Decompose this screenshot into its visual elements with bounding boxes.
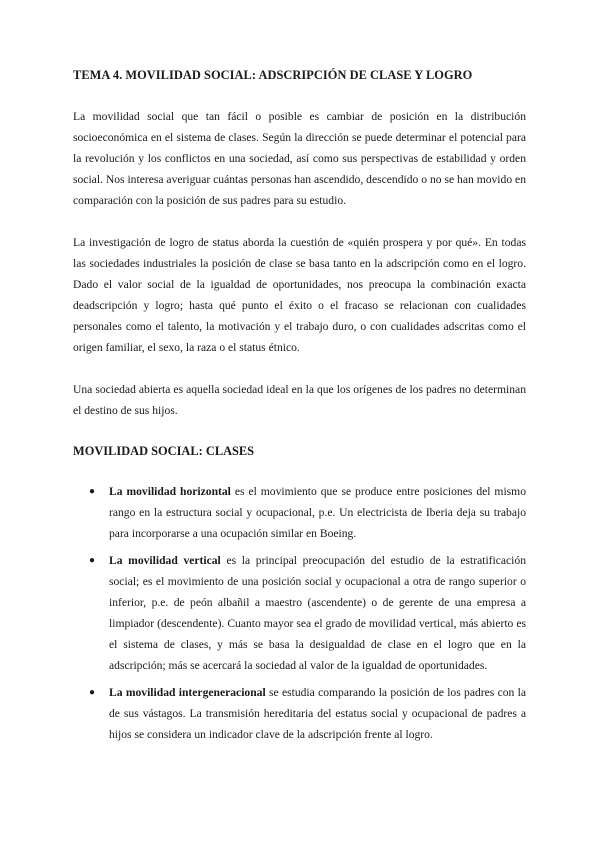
- bullet-icon: ●: [89, 486, 96, 497]
- bullet-icon: ●: [89, 555, 96, 566]
- list-item-term: La movilidad intergeneracional: [109, 686, 266, 699]
- list-item-text: se estudia comparando la posición de los padres con la de sus vástagos. La transmisión hereditaria del estatus social y ocupacional de padres a hijos se considera un indicador clave de la adscripción frente al logro.: [109, 686, 526, 741]
- section-title: MOVILIDAD SOCIAL: CLASES: [73, 444, 255, 458]
- list-item-text: es la principal preocupación del estudio de la estratificación social; es el movimiento de una posición social y ocupacional a otra de rango superior o inferior, p.e. de peón albañil a maestro (ascendente) o de gerente de una empresa a limpiador (descendente). Cuanto mayor sea el grado de movilidad vertical, más abierto es el sistema de clases, y más se basa la desigualdad de clase en el logro que en la adscripción; más se acercará la sociedad al valor de la igualdad de oportunidades.: [109, 554, 527, 672]
- list-item-intergeneracional: [73, 682, 526, 745]
- paragraph-sociedad-abierta: Una sociedad abierta es aquella sociedad ideal en la que los orígenes de los padres no determinan el destino de sus hijos.: [73, 383, 526, 417]
- paragraph-logro-status: La investigación de logro de status aborda la cuestión de «quién prospera y por qué». En todas las sociedades industriales la posición de clase se basa tanto en la adscripción como en el logro. Dado el valor social de la igualdad de oportunidades, nos preocupa la combinación exacta deadscripción y logro; hasta qué punto el éxito o el fracaso se relacionan con cualidades personales como el talento, la motivación y el trabajo duro, o con cualidades adscritas como el origen familiar, el sexo, la raza o el status étnico.: [73, 236, 526, 354]
- list-item-vertical: [73, 550, 526, 676]
- list-item-horizontal: [73, 481, 526, 544]
- list-item-term: La movilidad vertical: [109, 554, 221, 567]
- movilidad-list: [73, 481, 526, 745]
- document-content: [73, 66, 526, 751]
- list-item-term: La movilidad horizontal: [109, 485, 231, 498]
- page-title: TEMA 4. MOVILIDAD SOCIAL: ADSCRIPCIÓN DE CLASE Y LOGRO: [73, 68, 473, 82]
- paragraph-movilidad: La movilidad social que tan fácil o posible es cambiar de posición en la distribución socioeconómica en el sistema de clases. Según la dirección se puede determinar el potencial para la revolución y los conflictos en una sociedad, así como sus perspectivas de estabilidad y orden social. Nos interesa averiguar cuántas personas han ascendido, descendido o no se han movido en comparación con la posición de sus padres para su estudio.: [73, 110, 526, 207]
- bullet-icon: ●: [89, 687, 96, 698]
- list-item-text: es el movimiento que se produce entre posiciones del mismo rango en la estructura social y ocupacional, p.e. Un electricista de Iberia deja su trabajo para incorporarse a una ocupación similar en Boeing.: [109, 485, 527, 540]
